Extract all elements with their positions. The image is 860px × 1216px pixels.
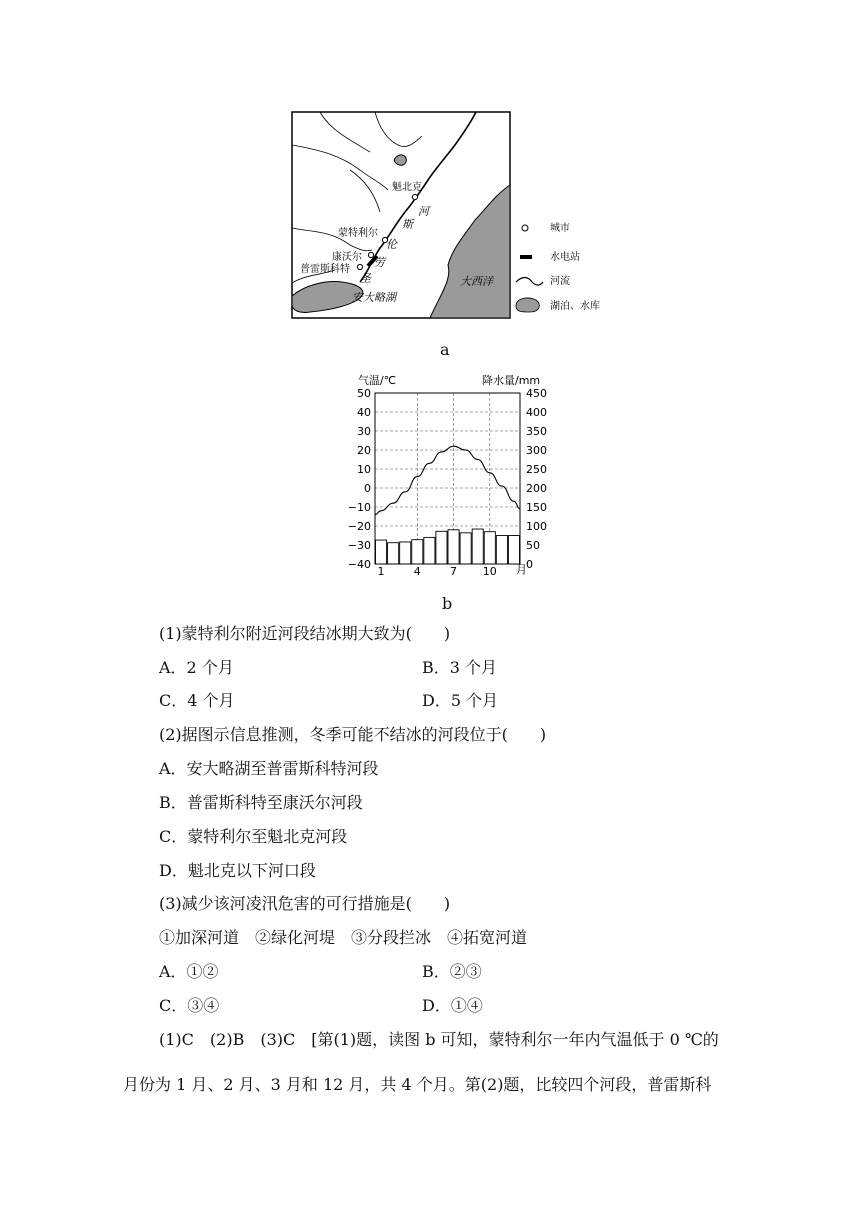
precipitation-bar — [484, 532, 495, 564]
precipitation-bar — [376, 540, 387, 564]
figure-b — [330, 368, 560, 578]
left-tick-label: 0 — [364, 482, 371, 495]
temperature-line — [375, 446, 520, 514]
left-tick-label: −30 — [347, 539, 371, 552]
x-tick-label: 7 — [450, 565, 458, 578]
question-1-option-b: B．3 个月 — [422, 658, 498, 677]
left-tick-label: 30 — [357, 425, 371, 438]
legend-lake-label: 湖泊、水库 — [550, 301, 600, 312]
question-2-option-c: C．蒙特利尔至魁北克河段 — [159, 827, 348, 846]
question-1-option-a: A．2 个月 — [159, 658, 234, 677]
lake-blob-icon — [516, 298, 539, 312]
right-tick-label: 350 — [526, 425, 547, 438]
right-tick-label: 400 — [526, 406, 547, 419]
precipitation-bar — [460, 533, 471, 564]
right-tick-label: 250 — [526, 463, 547, 476]
left-tick-label: −40 — [347, 558, 371, 571]
question-1-option-c: C．4 个月 — [159, 691, 235, 710]
right-tick-label: 0 — [526, 558, 533, 571]
precipitation-bar — [388, 543, 399, 564]
question-3-option-d: D．①④ — [422, 996, 483, 1015]
right-tick-label: 450 — [526, 387, 547, 400]
hydropower-bar-icon — [520, 255, 532, 259]
answer-line-1: (1)C (2)B (3)C [第(1)题，读图 b 可知，蒙特利尔一年内气温低于 0 ℃的 — [159, 1030, 719, 1049]
question-2-option-d: D．魁北克以下河口段 — [159, 861, 316, 880]
right-tick-label: 100 — [526, 520, 547, 533]
legend-hydro-label: 水电站 — [550, 252, 580, 263]
question-3-measures: ①加深河道 ②绿化河堤 ③分段拦冰 ④拓宽河道 — [159, 928, 528, 947]
river-char-2: 斯 — [402, 218, 413, 231]
city-circle-icon — [522, 225, 528, 231]
x-tick-label: 10 — [482, 565, 497, 578]
right-tick-label: 50 — [526, 539, 540, 552]
precipitation-bar — [448, 530, 459, 564]
label-cornwall: 康沃尔 — [332, 252, 362, 263]
precipitation-bar — [508, 536, 519, 565]
x-tick-label: 4 — [413, 565, 421, 578]
label-montreal: 蒙特利尔 — [338, 228, 378, 239]
city-prescott-icon — [357, 264, 362, 269]
city-cornwall-icon — [368, 252, 373, 257]
question-1-option-d: D．5 个月 — [422, 691, 499, 710]
left-tick-label: 50 — [357, 387, 371, 400]
river-char-1: 河 — [418, 205, 429, 218]
left-tick-label: 20 — [357, 444, 371, 457]
left-tick-label: 10 — [357, 463, 371, 476]
answer-line-2: 月份为 1 月、2 月、3 月和 12 月，共 4 个月。第(2)题，比较四个河段，普雷斯科 — [123, 1075, 712, 1094]
x-tick-label: 1 — [377, 565, 385, 578]
precipitation-bar — [412, 540, 423, 564]
right-tick-label: 150 — [526, 501, 547, 514]
question-2-option-a: A．安大略湖至普雷斯科特河段 — [159, 759, 379, 778]
right-axis-title: 降水量/mm — [482, 374, 541, 387]
precipitation-bar — [496, 536, 507, 565]
climate-chart — [330, 368, 560, 578]
right-tick-label: 300 — [526, 444, 547, 457]
right-tick-label: 200 — [526, 482, 547, 495]
label-lake-ontario: 安大略湖 — [352, 291, 396, 304]
legend-city-label: 城市 — [550, 223, 570, 234]
question-2-option-b: B．普雷斯科特至康沃尔河段 — [159, 793, 363, 812]
left-tick-label: −10 — [347, 501, 371, 514]
river-map — [280, 100, 620, 325]
precipitation-bar — [472, 529, 483, 564]
figure-b-caption: b — [442, 594, 453, 613]
figure-a-caption: a — [440, 340, 450, 359]
left-tick-label: 40 — [357, 406, 371, 419]
label-prescott: 普雷斯科特 — [300, 264, 350, 275]
question-3-option-c: C．③④ — [159, 996, 220, 1015]
question-2-stem: (2)据图示信息推测，冬季可能不结冰的河段位于( ) — [159, 725, 547, 744]
figure-a — [280, 100, 620, 325]
river-wave-icon — [516, 278, 543, 286]
river-char-4: 劳 — [374, 256, 385, 269]
question-3-stem: (3)减少该河凌汛危害的可行措施是( ) — [159, 894, 451, 913]
question-3-option-a: A．①② — [159, 962, 219, 981]
river-char-3: 伦 — [386, 238, 397, 251]
label-atlantic: 大西洋 — [460, 275, 493, 288]
question-1-stem: (1)蒙特利尔附近河段结冰期大致为( ) — [159, 624, 451, 643]
precipitation-bar — [436, 531, 447, 564]
month-unit-label: 月 — [516, 563, 527, 576]
precipitation-bar — [400, 542, 411, 564]
left-tick-label: −20 — [347, 520, 371, 533]
label-quebec: 魁北克 — [392, 182, 422, 193]
river-char-5: 圣 — [360, 272, 371, 285]
question-3-option-b: B．②③ — [422, 962, 482, 981]
city-quebec-icon — [412, 194, 417, 199]
left-axis-title: 气温/℃ — [358, 374, 397, 387]
legend-river-label: 河流 — [550, 276, 570, 287]
precipitation-bar — [424, 537, 435, 564]
